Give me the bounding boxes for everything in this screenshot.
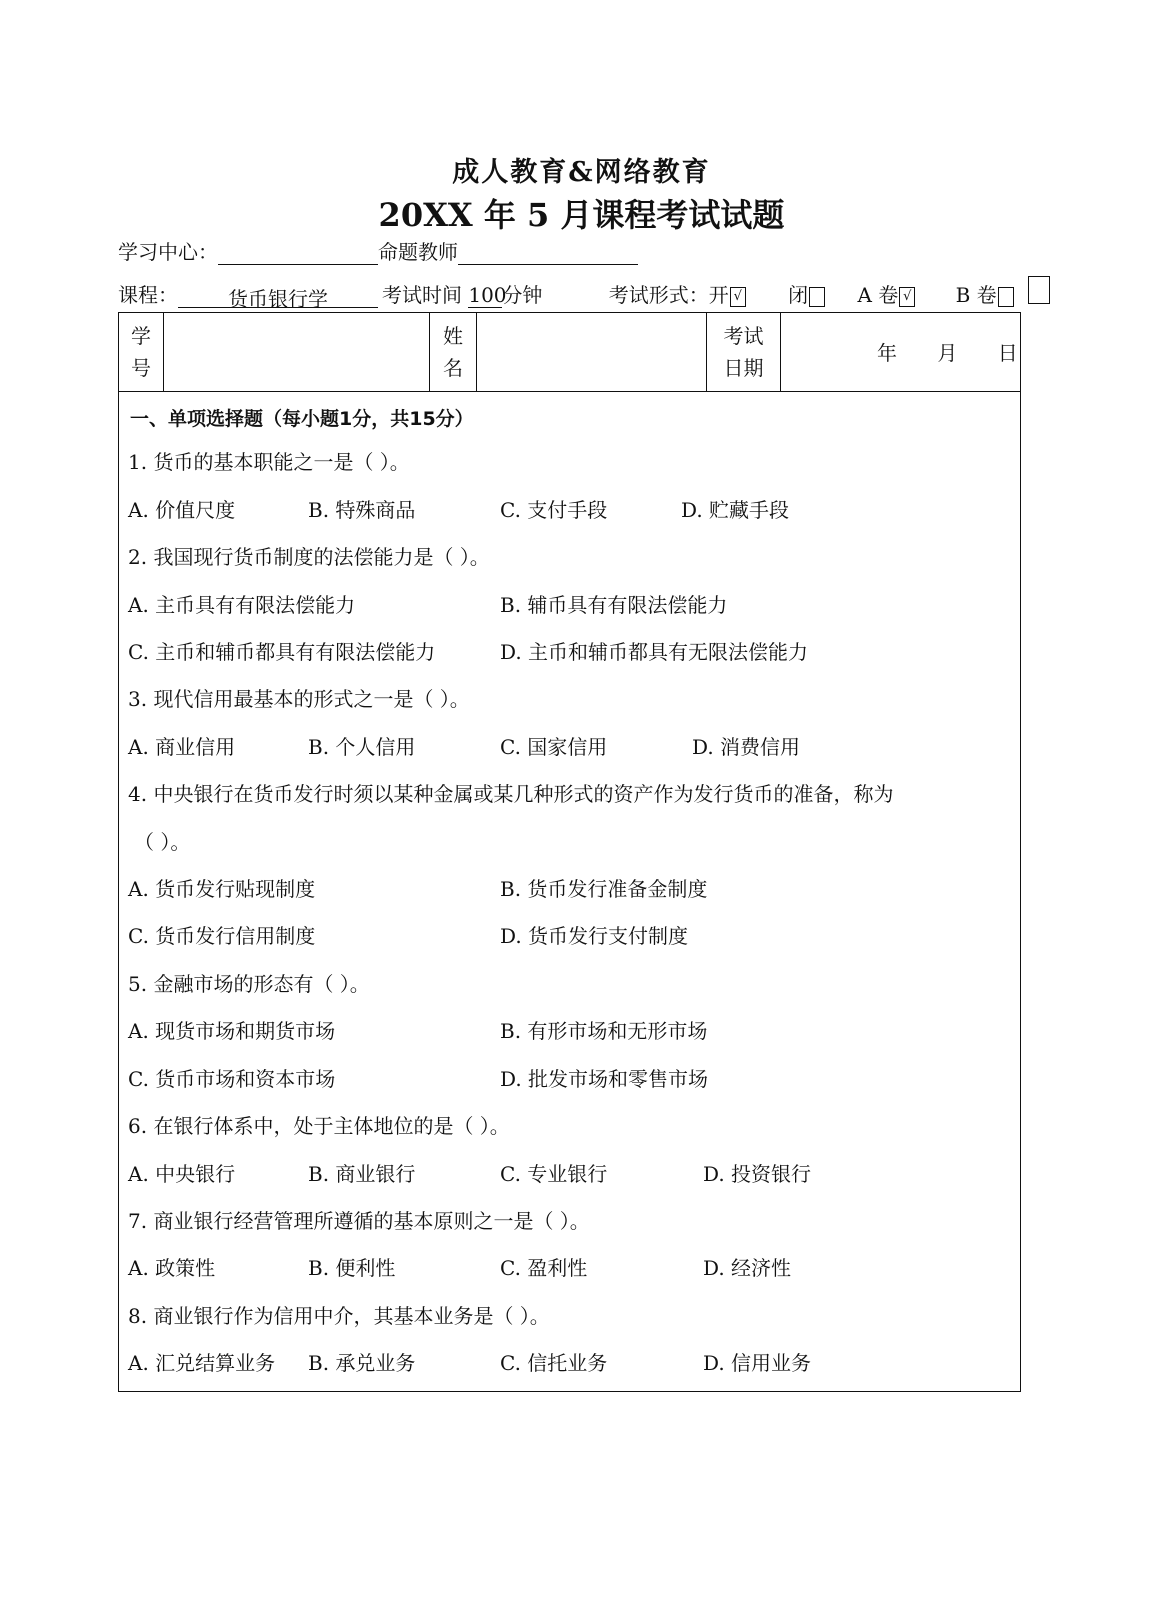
question-6-option-d: D. 投资银行: [703, 1162, 812, 1186]
header-row-course: [118, 279, 1014, 311]
closed-checkbox[interactable]: [809, 287, 825, 307]
student-id-label: 学 号: [119, 313, 164, 391]
question-1-option-c: C. 支付手段: [500, 498, 608, 522]
question-2-stem: 2. 我国现行货币制度的法偿能力是（ ）。: [128, 545, 490, 569]
question-4-option-a: A. 货币发行贴现制度: [128, 877, 316, 901]
document-title-line1: 成人教育&网络教育: [452, 157, 711, 188]
question-3-option-c: C. 国家信用: [500, 735, 608, 759]
question-4-option-c: C. 货币发行信用制度: [128, 924, 316, 948]
extra-checkbox[interactable]: [1028, 276, 1050, 304]
study-center-label: 学习中心：: [118, 240, 218, 264]
exam-date-label: 考试 日期: [707, 313, 781, 391]
question-8-option-c: C. 信托业务: [500, 1351, 608, 1375]
question-5-option-d: D. 批发市场和零售市场: [500, 1067, 709, 1091]
question-3-option-d: D. 消费信用: [692, 735, 801, 759]
question-1-stem: 1. 货币的基本职能之一是（ ）。: [128, 450, 410, 474]
study-center-field[interactable]: [218, 240, 378, 265]
paper-b-checkbox[interactable]: [998, 287, 1014, 307]
course-value: 货币银行学: [178, 283, 378, 308]
question-2-option-a: A. 主币具有有限法偿能力: [128, 593, 356, 617]
closed-label: 闭: [788, 283, 809, 307]
question-6-option-c: C. 专业银行: [500, 1162, 608, 1186]
question-7-stem: 7. 商业银行经营管理所遵循的基本原则之一是（ ）。: [128, 1209, 590, 1233]
question-8-option-d: D. 信用业务: [703, 1351, 812, 1375]
paper-b-label: B 卷: [955, 283, 997, 307]
question-5-option-a: A. 现货市场和期货市场: [128, 1019, 336, 1043]
question-2-option-b: B. 辅币具有有限法偿能力: [500, 593, 728, 617]
open-checkbox[interactable]: √: [730, 287, 746, 307]
exam-time-unit: 分钟: [502, 283, 543, 307]
question-6-option-a: A. 中央银行: [128, 1162, 236, 1186]
question-8-stem: 8. 商业银行作为信用中介，其基本业务是（ ）。: [128, 1304, 550, 1328]
question-5-stem: 5. 金融市场的形态有（ ）。: [128, 972, 370, 996]
question-3-stem: 3. 现代信用最基本的形式之一是（ ）。: [128, 687, 470, 711]
exam-form-label: 考试形式：开: [608, 283, 729, 307]
exam-date-field[interactable]: [781, 313, 1020, 391]
question-6-option-b: B. 商业银行: [308, 1162, 416, 1186]
question-7-option-b: B. 便利性: [308, 1256, 396, 1280]
question-1-option-d: D. 贮藏手段: [681, 498, 790, 522]
question-3-option-a: A. 商业信用: [128, 735, 236, 759]
question-7-option-d: D. 经济性: [703, 1256, 792, 1280]
paper-a-checkbox[interactable]: √: [899, 287, 915, 307]
month-label: 月: [937, 341, 958, 365]
student-info-table: [118, 312, 1021, 392]
question-8-option-b: B. 承兑业务: [308, 1351, 416, 1375]
question-5-option-c: C. 货币市场和资本市场: [128, 1067, 336, 1091]
question-4-option-d: D. 货币发行支付制度: [500, 924, 689, 948]
day-label: 日: [997, 341, 1018, 365]
student-id-field[interactable]: [164, 313, 430, 391]
question-2-option-d: D. 主币和辅币都具有无限法偿能力: [500, 640, 809, 664]
question-4-stem-continued: （ ）。: [134, 830, 191, 854]
question-4-stem: 4. 中央银行在货币发行时须以某种金属或某几种形式的资产作为发行货币的准备，称为: [128, 782, 894, 806]
question-7-option-a: A. 政策性: [128, 1256, 216, 1280]
year-label: 年: [877, 341, 897, 365]
name-label: 姓 名: [430, 313, 477, 391]
question-7-option-c: C. 盈利性: [500, 1256, 588, 1280]
exam-time-label: 考试时间: [382, 283, 462, 307]
question-5-option-b: B. 有形市场和无形市场: [500, 1019, 708, 1043]
question-2-option-c: C. 主币和辅币都具有有限法偿能力: [128, 640, 436, 664]
question-8-option-a: A. 汇兑结算业务: [128, 1351, 276, 1375]
course-label: 课程：: [118, 283, 178, 307]
teacher-field[interactable]: [458, 240, 638, 265]
teacher-label: 命题教师: [378, 240, 458, 264]
document-title-line2: 20XX 年 5 月课程考试试题: [378, 196, 785, 234]
name-field[interactable]: [477, 313, 707, 391]
question-1-option-b: B. 特殊商品: [308, 498, 416, 522]
header-row-center-teacher: [118, 236, 638, 265]
question-4-option-b: B. 货币发行准备金制度: [500, 877, 708, 901]
question-3-option-b: B. 个人信用: [308, 735, 416, 759]
section-title: 一、单项选择题（每小题1分，共15分）: [130, 408, 474, 430]
paper-a-label: A 卷: [857, 283, 899, 307]
question-1-option-a: A. 价值尺度: [128, 498, 236, 522]
question-6-stem: 6. 在银行体系中，处于主体地位的是（ ）。: [128, 1114, 510, 1138]
exam-time-value: 100: [468, 283, 507, 307]
